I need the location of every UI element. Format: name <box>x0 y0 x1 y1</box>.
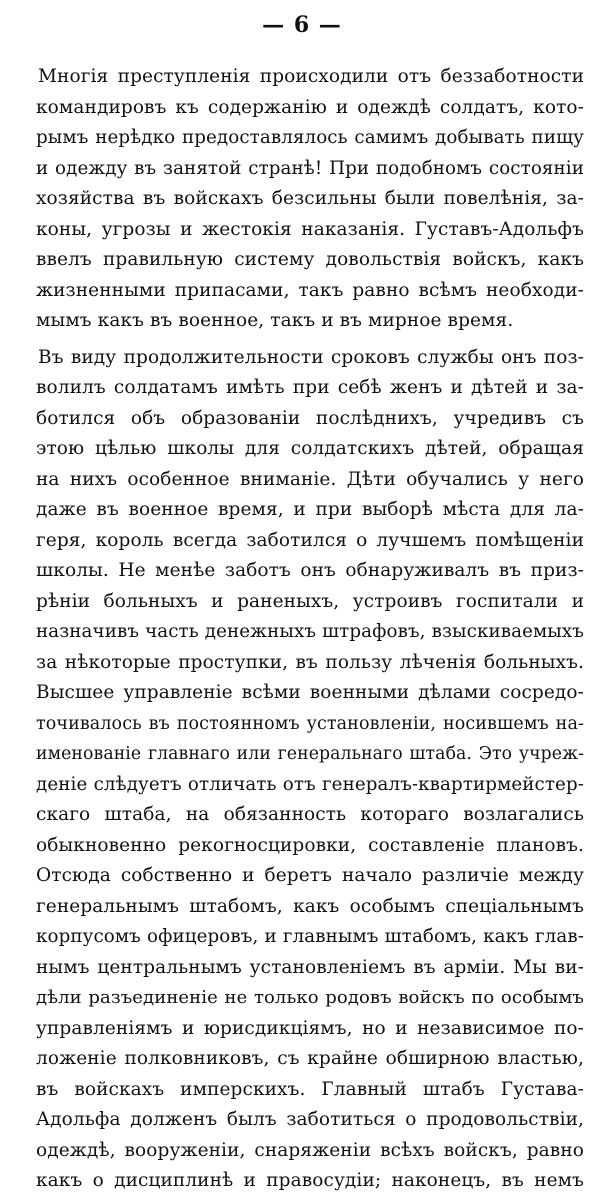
text-line: геря, король всегда заботился о лучшемъ помѣщеніи <box>36 529 584 551</box>
text-line: рымъ нерѣдко предоставлялось самимъ добывать пищу <box>36 127 584 148</box>
text-line: обыкновенно рекогносцировки, составленіе плановъ. <box>36 834 584 856</box>
text-line: даже въ военное время, и при выборѣ мѣста для ла- <box>36 499 584 520</box>
text-line: Высшее управленіе всѣми военными дѣлами сосредо- <box>36 682 584 703</box>
text-line: Отсюда собственно и беретъ начало различіе между <box>36 865 584 886</box>
text-line: дѣли разъединеніе не только родовъ войскъ по особымъ <box>36 987 584 1008</box>
text-line: скаго штаба, на обязанность котораго возлагались <box>36 804 584 825</box>
text-line: хозяйства въ войскахъ безсильны были повелѣнія, за- <box>36 188 584 209</box>
text-line: за нѣкоторые проступки, въ пользу лѣченія больныхъ. <box>36 651 584 673</box>
text-line: этою цѣлью школы для солдатскихъ дѣтей, обращая <box>36 438 584 459</box>
text-line: волилъ солдатамъ имѣть при себѣ женъ и дѣтей и за- <box>36 377 584 398</box>
text-line: коны, угрозы и жестокія наказанія. Густавъ-Адольфъ <box>36 218 584 240</box>
text-line: корпусомъ офицеровъ, и главнымъ штабомъ, какъ глав- <box>36 926 584 947</box>
body-text <box>36 62 584 1197</box>
text-line: на нихъ особенное вниманіе. Дѣти обучались у него <box>36 468 584 490</box>
text-line: командировъ къ содержанію и одеждѣ солдатъ, кото- <box>36 96 584 118</box>
text-line: въ войскахъ имперскихъ. Главный штабъ Густава- <box>36 1078 584 1100</box>
text-line: одеждѣ, вооруженіи, снаряженіи всѣхъ войскъ, равно <box>36 1139 584 1161</box>
text-line: точивалось въ постоянномъ установленіи, носившемъ на- <box>36 713 584 734</box>
text-line: нымъ центральнымъ установленіемъ въ арміи. Мы ви- <box>36 956 584 978</box>
text-line: мымъ какъ въ военное, такъ и въ мирное время. <box>36 310 514 331</box>
text-line: Адольфа долженъ былъ заботиться о продовольствіи, <box>36 1109 584 1130</box>
text-line: и одежду въ занятой странѣ! При подобномъ состояніи <box>36 157 584 179</box>
text-line: назначивъ часть денежныхъ штрафовъ, взыскиваемыхъ <box>36 621 584 642</box>
text-line: жизненными припасами, такъ равно всѣмъ необходи- <box>36 279 584 301</box>
text-line: генеральнымъ штабомъ, какъ особымъ спеціальнымъ <box>36 895 584 917</box>
text-line: деніе слѣдуетъ отличать отъ генералъ-квартирмейстер- <box>36 773 584 795</box>
paragraph-1 <box>36 62 584 337</box>
text-line: рѣніи больныхъ и раненыхъ, устроивъ госпитали и <box>36 590 584 612</box>
text-line: ложеніе полковниковъ, съ крайне обширною властью, <box>36 1048 584 1069</box>
text-line: управленіямъ и юрисдикціямъ, но и независимое по- <box>36 1017 584 1039</box>
text-line: именованіе главнаго или генеральнаго штаба. Это учреж- <box>36 744 584 764</box>
text-line: ботился объ образованіи послѣднихъ, учредивъ съ <box>36 407 584 429</box>
text-line: какъ о дисциплинѣ и правосудіи; наконецъ, въ немъ <box>36 1170 584 1191</box>
text-line: ввелъ правильную систему довольствія войскъ, какъ <box>36 249 584 270</box>
text-line: Въ виду продолжительности сроковъ службы онъ поз- <box>38 346 584 368</box>
text-line: Многія преступленія происходили отъ беззаботности <box>38 66 584 87</box>
paragraph-2 <box>36 343 584 1197</box>
page-number: — 6 — <box>262 12 342 38</box>
text-line: школы. Не менѣе заботъ онъ обнаруживалъ въ приз- <box>36 560 584 581</box>
